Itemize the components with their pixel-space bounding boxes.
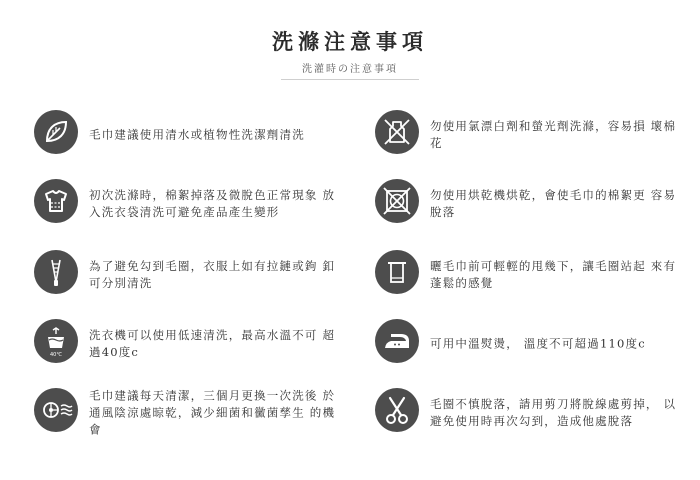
care-item-zipper (34, 250, 339, 300)
care-item-no-tumble-dry (375, 179, 680, 229)
laundry-bag-icon (34, 179, 78, 223)
care-item-ventilation (34, 388, 339, 438)
care-text: 初次洗滌時，棉絮掉落及微脫色正常現象 放入洗衣袋清洗可避免產品產生變形 (89, 188, 336, 219)
care-text: 洗衣機可以使用低速清洗，最高水溫不可 超過40度c (89, 328, 336, 359)
care-text: 毛圈不慎脫落，請用剪刀將脫線處剪掉， 以避免使用時再次勾到，造成他處脫落 (430, 397, 677, 428)
care-item-washing-machine (34, 319, 339, 369)
ventilation-dry-icon (34, 388, 78, 432)
care-text: 勿使用烘乾機烘乾，會使毛巾的棉絮更 容易脫落 (430, 188, 677, 219)
page-title: 洗滌注意事項 (272, 29, 428, 54)
leaf-icon (34, 110, 78, 154)
zipper-icon (34, 250, 78, 294)
care-item-scissors (375, 388, 680, 438)
care-item-laundry-bag (34, 179, 339, 229)
no-tumble-dry-icon (375, 179, 419, 223)
care-text: 曬毛巾前可輕輕的甩幾下，讓毛圈站起 來有蓬鬆的感覺 (430, 259, 677, 290)
towel-shake-icon (375, 250, 419, 294)
page-subtitle: 洗灌時の注意事項 (302, 64, 398, 75)
washing-40c-icon (34, 319, 78, 363)
title-divider (281, 79, 419, 80)
care-text: 為了避免勾到毛圈，衣服上如有拉鏈或鉤 釦可分別清洗 (89, 259, 336, 290)
care-item-towel-shake (375, 250, 680, 300)
care-text: 勿使用氯漂白劑和螢光劑洗滌，容易損 壞棉花 (430, 119, 677, 150)
care-item-plain-water (34, 110, 339, 160)
scissors-icon (375, 388, 419, 432)
care-text: 可用中溫熨燙， 溫度不可超過110度c (430, 336, 646, 351)
care-item-iron (375, 319, 680, 369)
iron-icon (375, 319, 419, 363)
care-text: 毛巾建議使用清水或植物性洗潔劑清洗 (89, 127, 305, 142)
care-text: 毛巾建議每天清潔，三個月更換一次洗後 於通風陰涼處晾乾，減少細菌和黴菌孳生 的機會 (89, 388, 336, 437)
care-item-no-bleach (375, 110, 680, 160)
no-bleach-icon (375, 110, 419, 154)
icon-temp-label: 40℃ (50, 352, 62, 358)
